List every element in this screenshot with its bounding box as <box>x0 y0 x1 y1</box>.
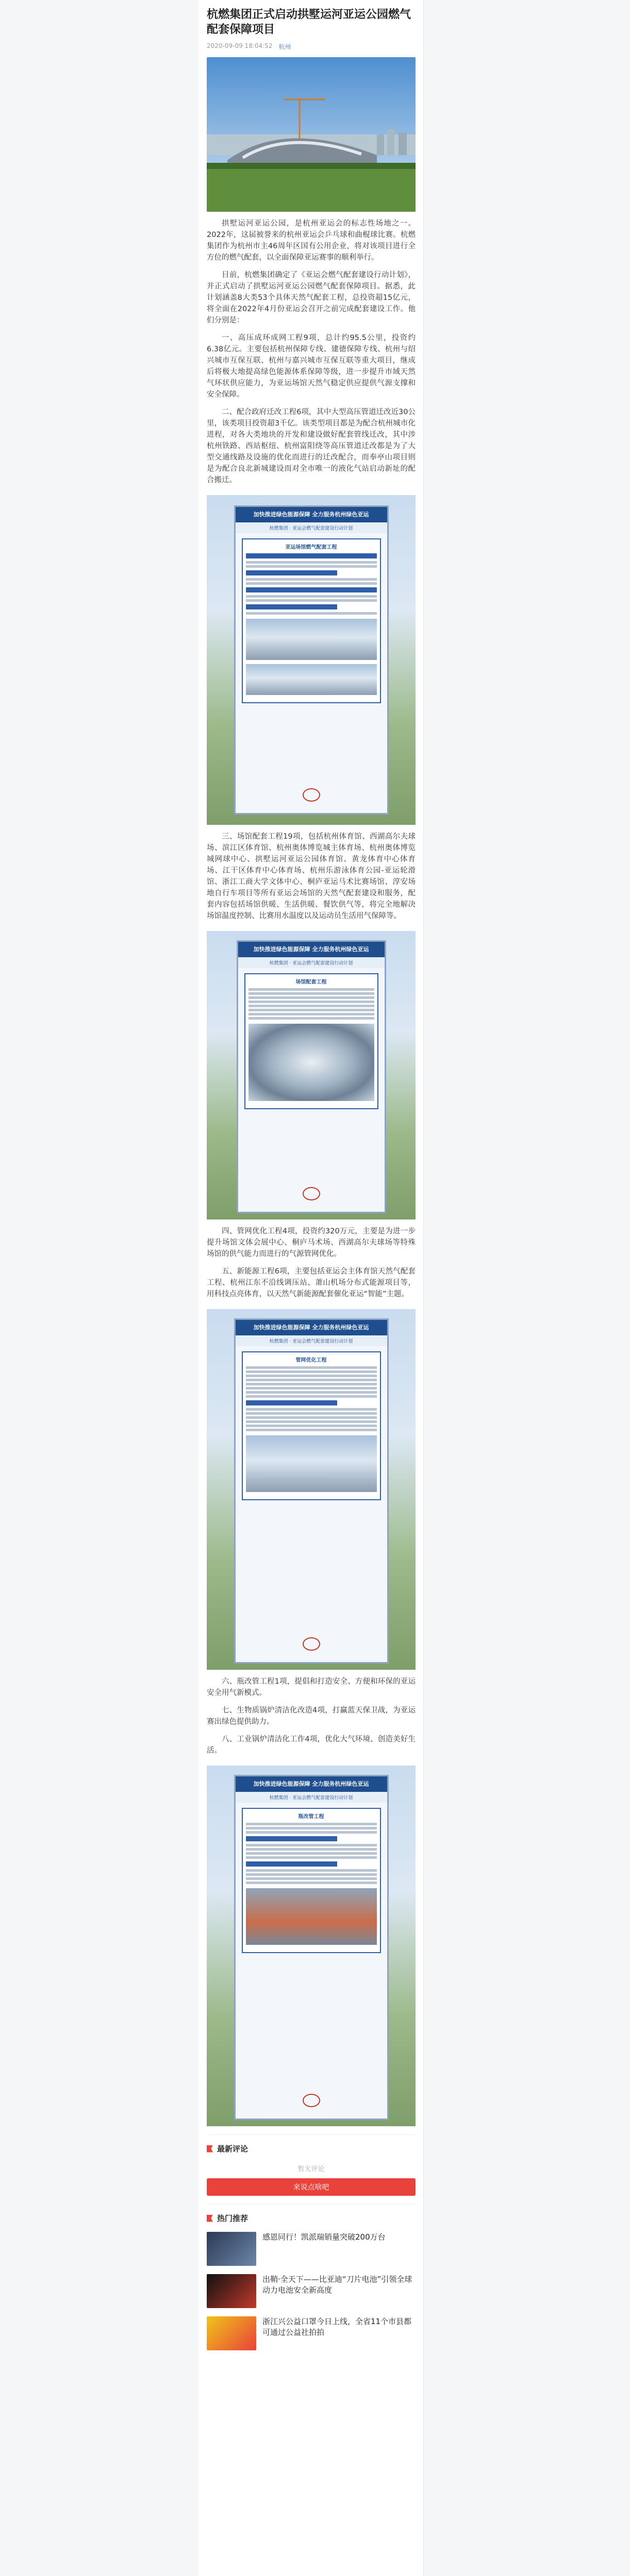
board-panel <box>237 940 386 1213</box>
flag-icon <box>207 2215 213 2222</box>
paragraph-8: 六、瓶改管工程1项，提倡和打造安全、方便和环保的亚运安全用气新模式。 <box>207 1677 416 1697</box>
board-section <box>244 973 378 1109</box>
article-page <box>198 0 424 2576</box>
paragraph-3: 一、高压成环成网工程9项，总计约95.5公里，投资约6.38亿元。主要包括杭州保障专线、建德保障专线、杭州与绍兴城市互保互联、杭州与嘉兴城市互保互联等重大项目，继成后将极大地提高绿色能源体系保障等级，进一步提升市域天然气环状供应能力，为亚运场馆天然气稳定供应提供气源支撑和安全保障。 <box>207 334 416 399</box>
comments-header <box>207 2143 416 2154</box>
article-title: 杭燃集团正式启动拱墅运河亚运公园燃气配套保障项目 <box>207 8 411 36</box>
recommend-thumbnail <box>207 2316 256 2350</box>
company-logo-icon <box>303 1637 320 1651</box>
paragraph-7: 五、新能源工程6项，主要包括亚运会主体育馆天然气配套工程、杭州江东不沿线调压站、萧山机场分布式能源项目等，用科技点亮体育，以天然气新能源配套催化亚运“智能”主题。 <box>207 1267 416 1298</box>
divider <box>207 2134 416 2135</box>
article-source[interactable]: 杭州 <box>278 43 291 50</box>
paragraph-2: 目前，杭燃集团确定了《亚运会燃气配套建设行动计划》，并正式启动了拱墅运河亚运公园燃气配套保障项目。据悉，此计划涵盖8大类53个具体天然气配套工程，总投资超15亿元，将全面在2022年4月份亚运会召开之前完成配套建设工作。他们分别是： <box>207 271 416 325</box>
stadium-illustration <box>207 57 416 212</box>
recommend-title: 感恩同行！凯派瑞销量突破200万台 <box>262 2232 386 2242</box>
paragraph-1: 拱墅运河亚运公园，是杭州亚运会的标志性场地之一。2022年，这届被誉来的杭州亚运会乒乓球和曲棍球比赛。杭燃集团作为杭州市主46周年区国有公用企业，将对该项目进行全方位的燃气配套，以全面保障亚运赛事的顺利举行。 <box>207 219 416 262</box>
board-section <box>242 1351 381 1500</box>
page-edge <box>423 0 424 2576</box>
company-logo-icon <box>303 788 320 802</box>
recommend-item[interactable] <box>207 2232 416 2266</box>
board-headline: 加快推进绿色能源保障 全力服务杭州绿色亚运 <box>236 1776 387 1792</box>
article-meta <box>207 42 416 51</box>
board-subline: 杭燃集团 · 亚运会燃气配套建设行动计划 <box>236 522 387 533</box>
board-subline: 杭燃集团 · 亚运会燃气配套建设行动计划 <box>236 1335 387 1346</box>
recommend-header <box>207 2213 416 2224</box>
recommend-title: 出鞘·全天下——比亚迪“刀片电池”引领全球动力电池安全新高度 <box>262 2275 412 2295</box>
recommend-header-label: 热门推荐 <box>217 2214 248 2223</box>
board-panel <box>234 505 389 815</box>
recommend-thumbnail <box>207 2232 256 2266</box>
board-section-title: 亚运场馆燃气配套工程 <box>285 545 337 550</box>
write-comment-button[interactable]: 来说点啥吧 <box>207 2178 416 2196</box>
board-section-title: 场馆配套工程 <box>295 979 327 985</box>
paragraph-9: 七、生物质锅炉清洁化改造4项，打赢蓝天保卫战，为亚运赛出绿色提供助力。 <box>207 1706 416 1726</box>
recommend-title: 浙江兴公益口罩今日上线，全省11个市县都可通过公益社拍拍 <box>262 2317 412 2337</box>
divider <box>207 2204 416 2205</box>
company-logo-icon <box>303 2094 320 2107</box>
board-subline: 杭燃集团 · 亚运会燃气配套建设行动计划 <box>238 957 385 968</box>
board-section-title: 瓶改管工程 <box>298 1814 324 1820</box>
paragraph-10: 八、工业锅炉清洁化工作4项，优化大气环境、创造美好生活。 <box>207 1735 416 1755</box>
recommend-item[interactable] <box>207 2274 416 2308</box>
board-panel <box>234 1318 389 1664</box>
article-content <box>198 0 424 2350</box>
display-board-photo-1 <box>207 495 416 825</box>
flag-icon <box>207 2145 213 2153</box>
board-panel <box>234 1775 389 2120</box>
board-headline: 加快推进绿色能源保障 全力服务杭州绿色亚运 <box>236 507 387 522</box>
board-subline: 杭燃集团 · 亚运会燃气配套建设行动计划 <box>236 1792 387 1803</box>
article-date: 2020-09-09 18:04:52 <box>207 42 273 49</box>
stadium-photo <box>207 57 416 212</box>
board-headline: 加快推进绿色能源保障 全力服务杭州绿色亚运 <box>238 942 385 957</box>
comments-header-label: 最新评论 <box>217 2144 248 2154</box>
company-logo-icon <box>303 1187 320 1200</box>
board-headline: 加快推进绿色能源保障 全力服务杭州绿色亚运 <box>236 1320 387 1335</box>
display-board-photo-4 <box>207 1766 416 2126</box>
paragraph-6: 四、管网优化工程4项，投资约320万元，主要是为进一步提升场馆文体会展中心、桐庐马术场、西湖高尔夫球场等特殊场馆的供气能力而进行的气源管网优化。 <box>207 1227 416 1258</box>
paragraph-5: 三、场馆配套工程19项，包括杭州体育馆、西湖高尔夫球场、滨江区体育馆、杭州奥体博览城主体育场、杭州奥体博览城网球中心、拱墅运河亚运公园体育馆、黄龙体育中心体育场、江干区体育中心体育场、杭州乐游泳体育公园-亚运轮滑馆、浙江工商大学文体中心、桐庐亚运马术比赛场馆、淳安场地自行车项目等所有亚运会场馆的天然气配套建设和服务，配套内容包括场馆供暖、生活供暖、餐饮供气等，将完全地解决场馆温度控制、比赛用水温度以及运动员生活用气保障等。 <box>207 833 416 920</box>
board-section-title: 管网优化工程 <box>295 1358 327 1363</box>
display-board-photo-2 <box>207 931 416 1219</box>
board-section <box>242 538 381 703</box>
empty-comment-text: 暂无评论 <box>297 2165 325 2173</box>
display-board-photo-3 <box>207 1309 416 1670</box>
recommend-item[interactable] <box>207 2316 416 2350</box>
recommend-thumbnail <box>207 2274 256 2308</box>
board-section <box>242 1808 381 1953</box>
paragraph-4: 二、配合政府迁改工程6项，其中大型高压管道迁改近30公里，该类项目投资超3千亿。该类型项目都是为配合杭州城市化进程，对各大类地块的开发和建设做好配套管线迁改，其中涉杭州铁路、西站枢纽、杭州富阳绕等高压管道迁改都是为了大型交通线路及设施的优化而进行的迁改配合，而奉亭山项目则是为配合良北新城建设而对全市唯一的液化气站启动新址的配合搬迁。 <box>207 408 416 484</box>
